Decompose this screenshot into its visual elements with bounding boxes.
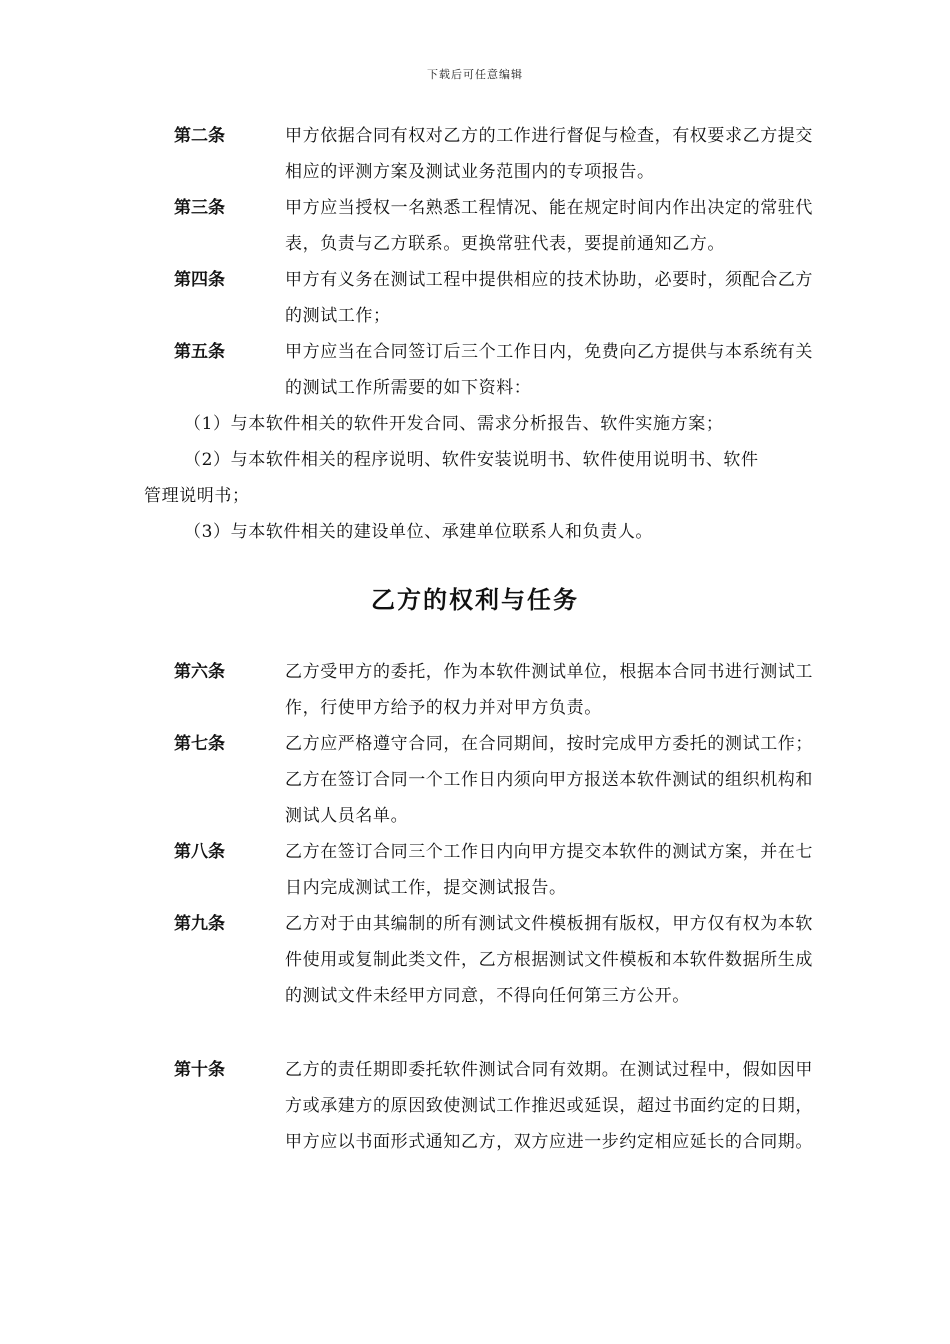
article-text: 甲方应当在合同签订后三个工作日内，免费向乙方提供与本系统有关的测试工作所需要的如下资料： xyxy=(285,342,813,398)
article-4 xyxy=(174,262,814,334)
article-text: 乙方的责任期即委托软件测试合同有效期。在测试过程中，假如因甲方或承建方的原因致使测试工作推迟或延误，超过书面约定的日期，甲方应以书面形式通知乙方，双方应进一步约定相应延长的合同期。 xyxy=(285,1060,813,1152)
article-number: 第九条 xyxy=(174,914,225,934)
list-item: （3）与本软件相关的建设单位、承建单位联系人和负责人。 xyxy=(184,522,654,542)
article-text: 甲方应当授权一名熟悉工程情况、能在规定时间内作出决定的常驻代表，负责与乙方联系。更换常驻代表，要提前通知乙方。 xyxy=(285,198,813,254)
article-text: 乙方应严格遵守合同，在合同期间，按时完成甲方委托的测试工作；乙方在签订合同一个工作日内须向甲方报送本软件测试的组织机构和测试人员名单。 xyxy=(285,734,813,826)
article-3 xyxy=(174,190,814,262)
list-item: （1）与本软件相关的软件开发合同、需求分析报告、软件实施方案； xyxy=(184,414,724,434)
article-number: 第六条 xyxy=(174,662,225,682)
article-text: 乙方对于由其编制的所有测试文件模板拥有版权，甲方仅有权为本软件使用或复制此类文件，乙方根据测试文件模板和本软件数据所生成的测试文件未经甲方同意，不得向任何第三方公开。 xyxy=(285,914,813,1006)
article-number: 第三条 xyxy=(174,198,225,218)
page-header: 下载后可任意编辑 xyxy=(427,68,523,81)
article-number: 第七条 xyxy=(174,734,225,754)
article-text: 甲方有义务在测试工程中提供相应的技术协助，必要时，须配合乙方的测试工作； xyxy=(285,270,813,326)
article-6 xyxy=(174,654,814,726)
article-8 xyxy=(174,834,814,906)
article-7 xyxy=(174,726,814,834)
list-item-continuation: 管理说明书； xyxy=(144,486,250,506)
article-9 xyxy=(174,906,814,1014)
article-text: 乙方受甲方的委托，作为本软件测试单位，根据本合同书进行测试工作，行使甲方给予的权力并对甲方负责。 xyxy=(285,662,813,718)
article-text: 甲方依据合同有权对乙方的工作进行督促与检查，有权要求乙方提交相应的评测方案及测试业务范围内的专项报告。 xyxy=(285,126,813,182)
article-2 xyxy=(174,118,814,190)
article-10 xyxy=(174,1052,814,1160)
article-5 xyxy=(174,334,814,406)
list-item: （2）与本软件相关的程序说明、软件安装说明书、软件使用说明书、软件 xyxy=(184,450,759,470)
article-number: 第十条 xyxy=(174,1060,225,1080)
article-number: 第二条 xyxy=(174,126,225,146)
section-title: 乙方的权利与任务 xyxy=(371,585,579,614)
article-number: 第五条 xyxy=(174,342,225,362)
article-number: 第四条 xyxy=(174,270,225,290)
article-text: 乙方在签订合同三个工作日内向甲方提交本软件的测试方案，并在七日内完成测试工作，提交测试报告。 xyxy=(285,842,813,898)
article-number: 第八条 xyxy=(174,842,225,862)
